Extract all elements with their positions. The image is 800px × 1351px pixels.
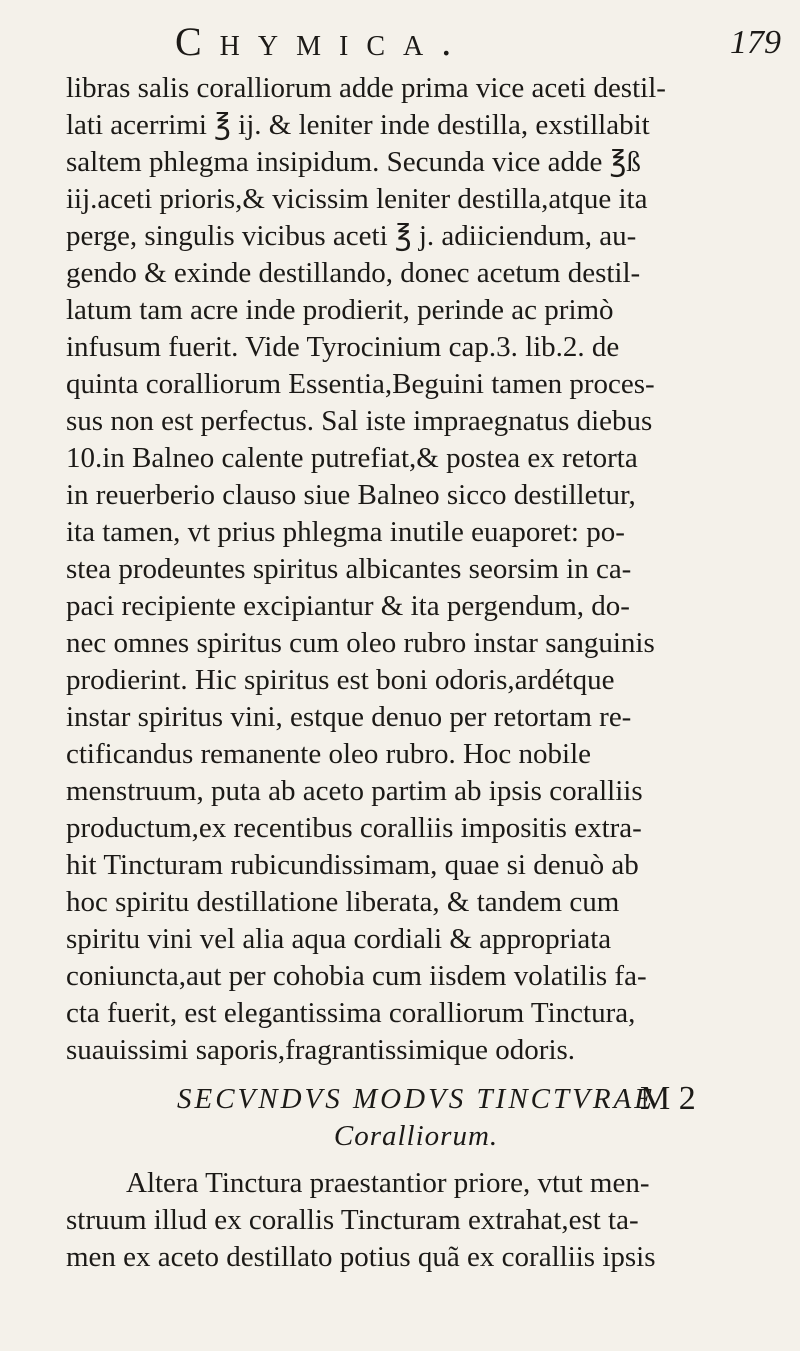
text-line: 10.in Balneo calente putrefiat,& postea ex retorta	[66, 442, 638, 474]
footer	[0, 1080, 800, 1120]
text-line: Altera Tinctura praestantior priore, vtut men-	[126, 1167, 650, 1199]
text-line: productum,ex recentibus coralliis impositis extra-	[66, 812, 642, 844]
text-line: spiritu vini vel alia aqua cordiali & appropriata	[66, 923, 612, 955]
text-line: libras salis coralliorum adde prima vice aceti destil-	[66, 72, 666, 104]
text-line: instar spiritus vini, estque denuo per retortam re-	[66, 701, 632, 733]
page-number: 179	[730, 24, 781, 61]
text-line: ita tamen, vt prius phlegma inutile euaporet: po-	[66, 516, 625, 548]
text-line: hoc spiritu destillatione liberata, & tandem cum	[66, 886, 620, 918]
text-line: paci recipiente excipiantur & ita pergendum, do-	[66, 590, 630, 622]
text-line: lati acerrimi ℥ ij. & leniter inde destilla, exstillabit	[66, 109, 650, 141]
running-title: Chymica.	[175, 19, 470, 64]
text-line: menstruum, puta ab aceto partim ab ipsis coralliis	[66, 775, 643, 807]
text-line: latum tam acre inde prodierit, perinde ac primò	[66, 294, 614, 326]
text-line: iij.aceti prioris,& vicissim leniter destilla,atque ita	[66, 183, 648, 215]
text-line: infusum fuerit. Vide Tyrocinium cap.3. lib.2. de	[66, 331, 620, 363]
signature-mark: M 2	[640, 1080, 696, 1117]
text-line: suauissimi saporis,fragrantissimique odoris.	[66, 1034, 576, 1066]
section-subheading: Coralliorum.	[333, 1120, 499, 1152]
text-line: quinta coralliorum Essentia,Beguini tamen proces-	[66, 368, 655, 400]
text-line: stea prodeuntes spiritus albicantes seorsim in ca-	[66, 553, 632, 585]
text-line: cta fuerit, est elegantissima coralliorum Tinctura,	[66, 997, 636, 1029]
text-line: nec omnes spiritus cum oleo rubro instar sanguinis	[66, 627, 655, 659]
text-line: gendo & exinde destillando, donec acetum destil-	[66, 257, 641, 289]
section-heading: SECVNDVS MODVS TINCTVRAE	[177, 1083, 655, 1115]
text-line: coniuncta,aut per cohobia cum iisdem volatilis fa-	[66, 960, 647, 992]
text-line: hit Tincturam rubicundissimam, quae si denuò ab	[66, 849, 639, 881]
text-line: perge, singulis vicibus aceti ℥ j. adiiciendum, au-	[66, 220, 637, 252]
text-line: ctificandus remanente oleo rubro. Hoc nobile	[66, 738, 592, 770]
text-line: men ex aceto destillato potius quã ex coralliis ipsis	[66, 1241, 656, 1273]
text-line: in reuerberio clauso siue Balneo sicco destilletur,	[66, 479, 636, 511]
text-line: sus non est perfectus. Sal iste impraegnatus diebus	[66, 405, 653, 437]
text-line: struum illud ex corallis Tincturam extrahat,est ta-	[66, 1204, 639, 1236]
running-head	[0, 18, 800, 70]
text-line: prodierint. Hic spiritus est boni odoris,ardétque	[66, 664, 615, 696]
text-line: saltem phlegma insipidum. Secunda vice adde ℥ß	[66, 146, 641, 178]
